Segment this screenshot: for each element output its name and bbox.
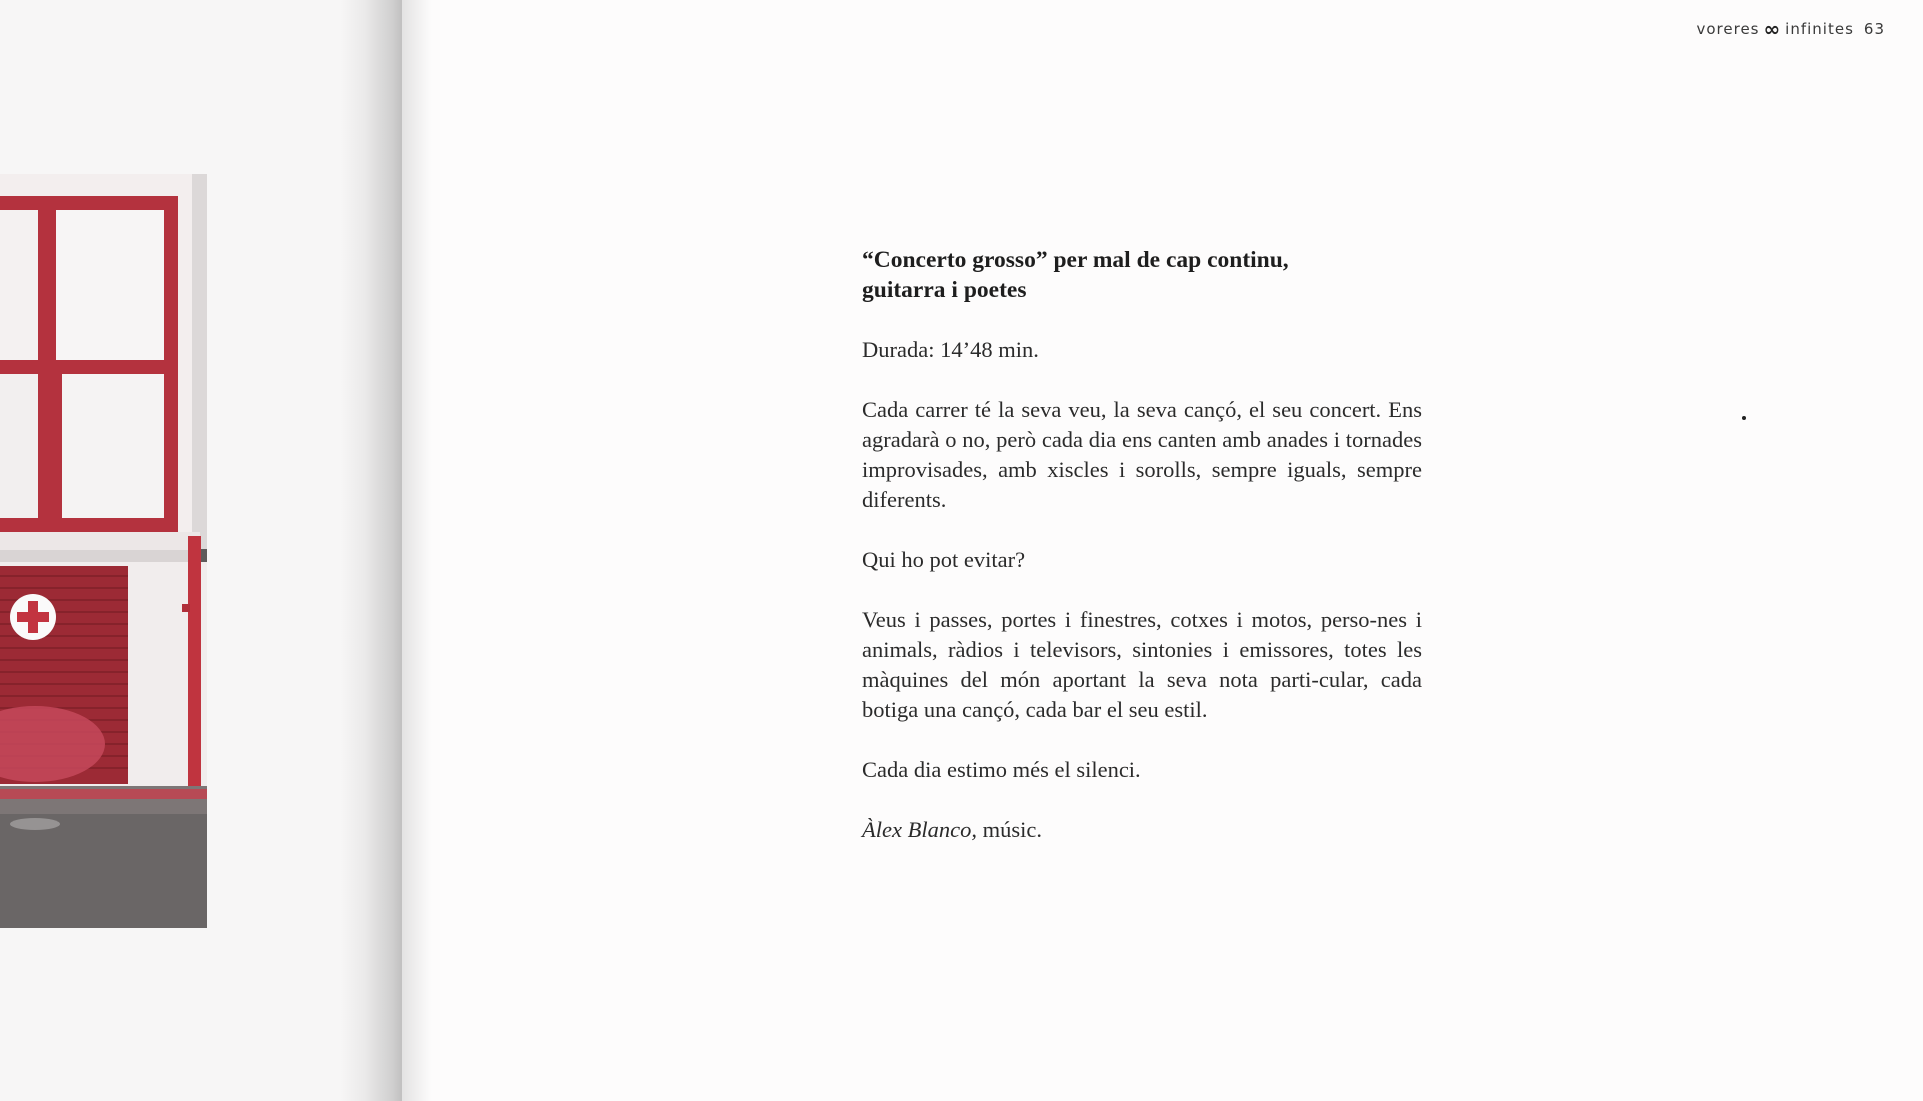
header-word-infinites: infinites [1785,20,1854,38]
article-title-line1: “Concerto grosso” per mal de cap continu, [862,247,1289,273]
gutter-shadow [340,0,402,1101]
paragraph-street-voice: Cada carrer té la seva veu, la seva cançó, el seu concert. Ens agradarà o no, però cada dia ens canten amb anades i tornades improvisades, amb xiscles i sorolls, sempre iguals, sempre diferents. [862,397,1422,512]
paragraph-sounds: Veus i passes, portes i finestres, cotxes i motos, perso-nes i animals, ràdios i televisors, sintonies i emissores, totes les màquines del món aportant la seva nota parti-cular, cada botiga una cançó, cada bar el seu estil. [862,607,1422,722]
author-name: Àlex Blanco, [862,817,977,842]
left-page [0,0,402,1101]
print-speck [1742,416,1746,420]
author-credit [862,815,1422,845]
infinity-icon: ∞ [1763,16,1782,41]
header-word-voreres: voreres [1696,20,1760,38]
article-title-line2: guitarra i poetes [862,277,1027,303]
article [862,245,1422,875]
duration-text: Durada: 14’48 min. [862,337,1039,362]
article-title [862,245,1422,305]
running-header [1696,16,1885,41]
paragraph-question: Qui ho pot evitar? [862,547,1026,572]
page-number: 63 [1863,20,1885,38]
author-role: músic. [976,817,1042,842]
paragraph-silence: Cada dia estimo més el silenci. [862,757,1141,782]
building-facade-photo [0,174,207,928]
